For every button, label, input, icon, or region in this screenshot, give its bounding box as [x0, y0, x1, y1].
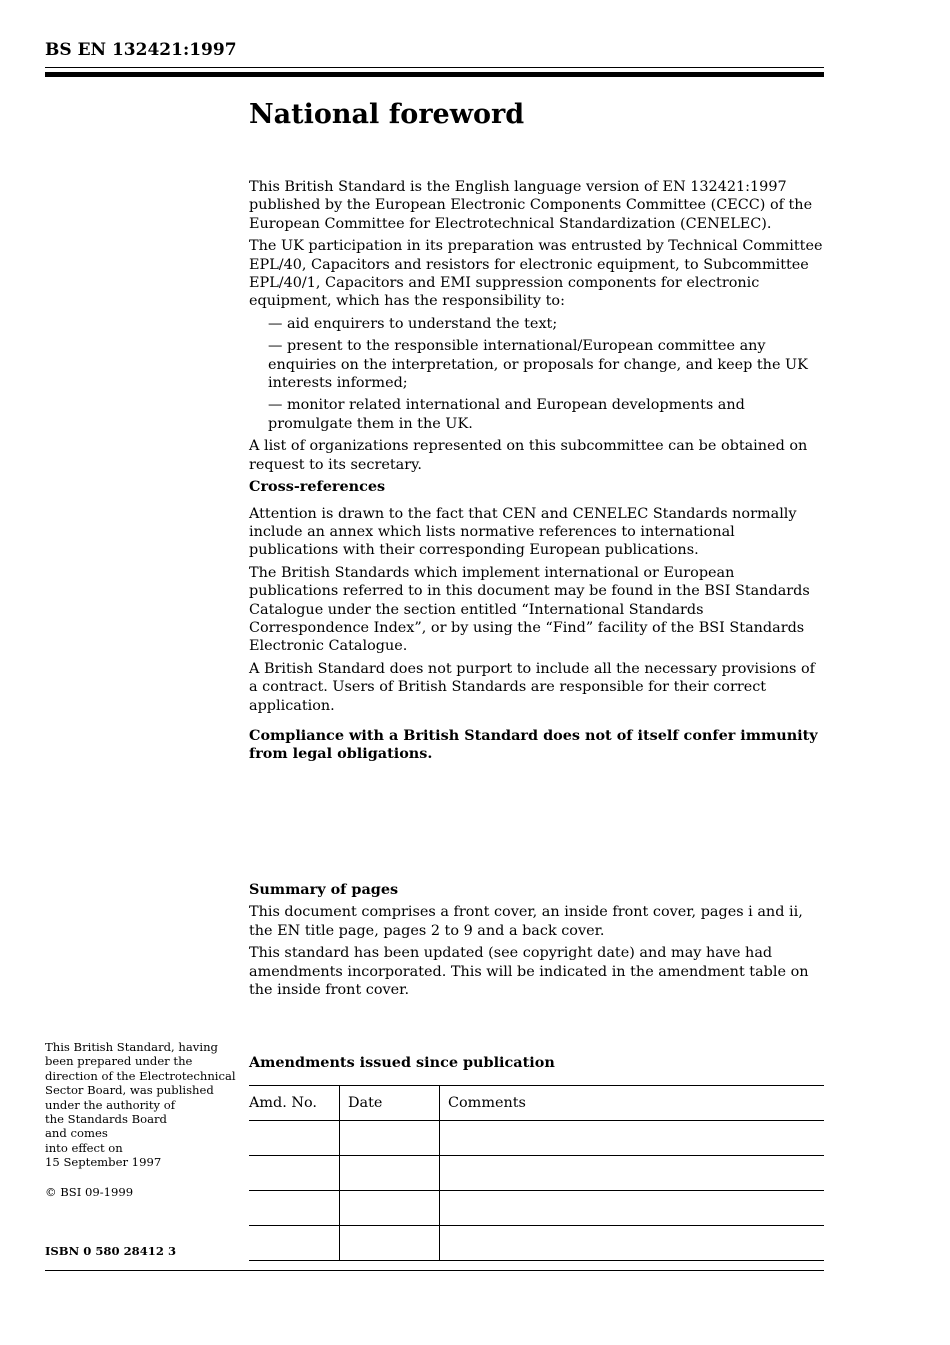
publication-note-line: into effect on	[45, 1140, 123, 1155]
table-cell	[340, 1121, 440, 1156]
table-cell	[249, 1121, 340, 1156]
contract-paragraph: A British Standard does not purport to include all the necessary provisions of a contract. Users of British Standards are responsible for their correct application.	[249, 660, 815, 714]
table-cell	[440, 1156, 825, 1191]
participation-paragraph: The UK participation in its preparation was entrusted by Technical Committee EPL/40, Capacitors and resistors for electronic equipment, to Subcommittee EPL/40/1, Capacitors and EMI suppression components for electronic equipment, which has the responsibility to:	[249, 238, 823, 310]
column-header-comments: Comments	[440, 1086, 825, 1121]
table-cell	[340, 1191, 440, 1226]
header-rule-thick	[45, 72, 824, 77]
publication-note	[45, 1040, 240, 1170]
table-cell	[249, 1156, 340, 1191]
table-row	[249, 1226, 824, 1261]
summary-section	[249, 881, 824, 1003]
responsibility-item: — aid enquirers to understand the text;	[268, 315, 558, 332]
table-row	[249, 1191, 824, 1226]
page-title: National foreword	[249, 99, 525, 130]
column-header-date: Date	[340, 1086, 440, 1121]
publication-note-line: under the authority of	[45, 1097, 176, 1112]
table-cell	[440, 1191, 825, 1226]
cross-references-paragraph-2: The British Standards which implement international or European publications referred to in this document may be found in the BSI Standards Catalogue under the section entitled “International Standards Correspondence Index”, or by using the “Find” facility of the BSI Standards Electronic Catalogue.	[249, 564, 810, 655]
publication-note-line: Sector Board, was published	[45, 1083, 214, 1098]
table-row	[249, 1121, 824, 1156]
footer-rule	[45, 1270, 824, 1271]
header-rule-thin	[45, 67, 824, 68]
publication-note-line: and comes	[45, 1126, 108, 1141]
foreword-body	[249, 178, 824, 768]
cross-references-paragraph-1: Attention is drawn to the fact that CEN and CENELEC Standards normally include an annex which lists normative references to international publications with their corresponding European publications.	[249, 505, 797, 559]
copyright-notice: © BSI 09-1999	[45, 1185, 134, 1199]
table-cell	[440, 1226, 825, 1261]
table-cell	[249, 1226, 340, 1261]
amendments-table	[249, 1085, 824, 1261]
publication-note-line: This British Standard, having	[45, 1040, 218, 1054]
summary-updated-paragraph: This standard has been updated (see copyright date) and may have had amendments incorporated. This will be indicated in the amendment table on the inside front cover.	[249, 945, 809, 999]
column-header-amd-no: Amd. No.	[249, 1086, 340, 1121]
publication-note-line: the Standards Board	[45, 1112, 167, 1127]
publication-note-line: direction of the Electrotechnical	[45, 1068, 236, 1083]
summary-heading: Summary of pages	[249, 881, 399, 898]
document-id: BS EN 132421:1997	[45, 40, 237, 60]
table-cell	[340, 1226, 440, 1261]
table-cell	[249, 1191, 340, 1226]
table-cell	[440, 1121, 825, 1156]
isbn: ISBN 0 580 28412 3	[45, 1244, 177, 1258]
publication-note-line: 15 September 1997	[45, 1155, 162, 1170]
table-row	[249, 1156, 824, 1191]
amendments-title: Amendments issued since publication	[249, 1054, 555, 1071]
responsibility-item: — monitor related international and European developments and promulgate them in the UK.	[268, 397, 745, 432]
table-cell	[340, 1156, 440, 1191]
publication-note-line: been prepared under the	[45, 1054, 193, 1069]
summary-pages-paragraph: This document comprises a front cover, an inside front cover, pages i and ii, the EN title page, pages 2 to 9 and a back cover.	[249, 904, 803, 939]
table-header-row	[249, 1086, 824, 1121]
responsibility-item: — present to the responsible international/European committee any enquiries on the interpretation, or proposals for change, and keep the UK interests informed;	[268, 338, 808, 392]
organizations-paragraph: A list of organizations represented on this subcommittee can be obtained on request to its secretary.	[249, 438, 808, 473]
cross-references-heading: Cross-references	[249, 478, 386, 496]
compliance-statement: Compliance with a British Standard does not of itself confer immunity from legal obligations.	[249, 726, 818, 763]
intro-paragraph: This British Standard is the English language version of EN 132421:1997 published by the European Electronic Components Committee (CECC) of the European Committee for Electrotechnical Standardization (CENELEC).	[249, 179, 813, 232]
